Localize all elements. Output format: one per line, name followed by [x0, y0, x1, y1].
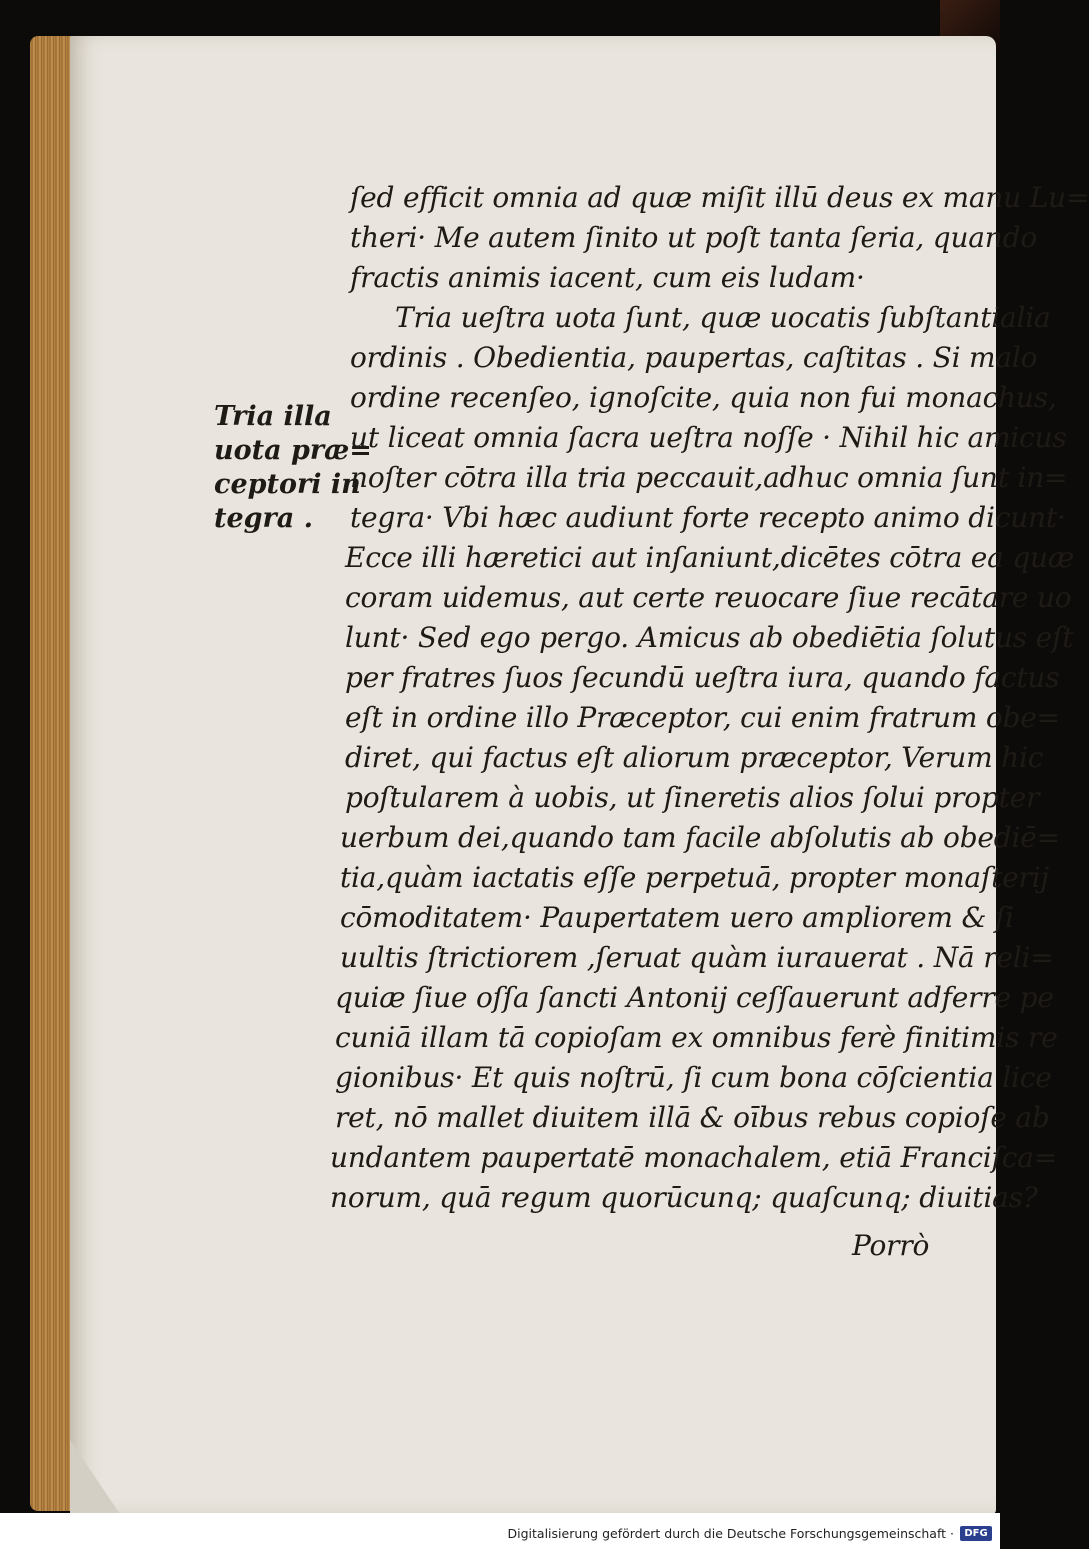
- text-line: eſt in ordine illo Præceptor, cui enim fratrum obe=: [345, 701, 1060, 734]
- text-line: undantem paupertatē monachalem, etiā Franciſca=: [330, 1141, 1057, 1174]
- text-line: cōmoditatem· Paupertatem uero ampliorem & ſi: [340, 901, 1014, 934]
- text-line: coram uidemus, aut certe reuocare ſiue recātare uo: [345, 581, 1072, 614]
- text-line: ordinis . Obedientia, paupertas, caſtitas . Si malo: [350, 341, 1038, 374]
- text-line: ſed efficit omnia ad quæ miſit illū deus ex manu Lu=: [350, 181, 1089, 214]
- text-line: Tria ueſtra uota ſunt, quæ uocatis ſubſtantialia: [395, 301, 1051, 334]
- footer-bar: [0, 1513, 1000, 1549]
- text-line: diret, qui factus eſt aliorum præceptor, Verum hic: [345, 741, 1044, 774]
- margin-note-line: Tria illa: [214, 401, 332, 432]
- text-line: Ecce illi hæretici aut inſaniunt,dicētes cōtra ea quæ: [345, 541, 1075, 574]
- text-line: norum, quā regum quorūcunq; quaſcunq; diuitias?: [330, 1181, 1038, 1214]
- text-line: lunt· Sed ego pergo. Amicus ab obediētia ſolutus eſt: [345, 621, 1074, 654]
- text-line: fractis animis iacent, cum eis ludam·: [350, 261, 865, 294]
- funding-credit: Digitalisierung gefördert durch die Deutsche Forschungsgemeinschaft ·: [507, 1526, 954, 1541]
- text-line: ret, nō mallet diuitem illā & oībus rebus copioſe ab: [335, 1101, 1050, 1134]
- text-line: per fratres ſuos ſecundū ueſtra iura, quando factus: [345, 661, 1060, 694]
- text-line: ut liceat omnia ſacra ueſtra noſſe · Nihil hic amicus: [350, 421, 1067, 454]
- text-line: cuniā illam tā copioſam ex omnibus ferè finitimis re: [335, 1021, 1058, 1054]
- text-line: uultis ſtrictiorem ,ſeruat quàm iurauerat . Nā reli=: [340, 941, 1054, 974]
- margin-note-line: uota præ=: [214, 435, 372, 466]
- text-line: tegra· Vbi hæc audiunt forte recepto animo dicunt·: [350, 501, 1066, 534]
- margin-note-line: tegra .: [214, 503, 314, 534]
- catchword: Porrò: [852, 1229, 930, 1262]
- text-line: quiæ ſiue oſſa ſancti Antonij ceſſauerunt adferre pe: [335, 981, 1054, 1014]
- text-line: noſter cōtra illa tria peccauit,adhuc omnia ſunt in=: [350, 461, 1068, 494]
- text-line: uerbum dei,quando tam facile abſolutis ab obediē=: [340, 821, 1060, 854]
- text-line: tia,quàm iactatis eſſe perpetuā, propter monaſterij: [340, 861, 1049, 894]
- text-line: poſtularem à uobis, ut ſineretis alios ſolui propter: [345, 781, 1040, 814]
- margin-note-line: ceptori in: [214, 469, 361, 500]
- text-line: gionibus· Et quis noſtrū, ſi cum bona cōſcientia lice: [335, 1061, 1052, 1094]
- dfg-logo-icon: DFG: [960, 1526, 992, 1541]
- text-line: theri· Me autem ſinito ut poſt tanta ſeria, quando: [350, 221, 1037, 254]
- text-line: ordine recenſeo, ignoſcite, quia non fui monachus,: [350, 381, 1057, 414]
